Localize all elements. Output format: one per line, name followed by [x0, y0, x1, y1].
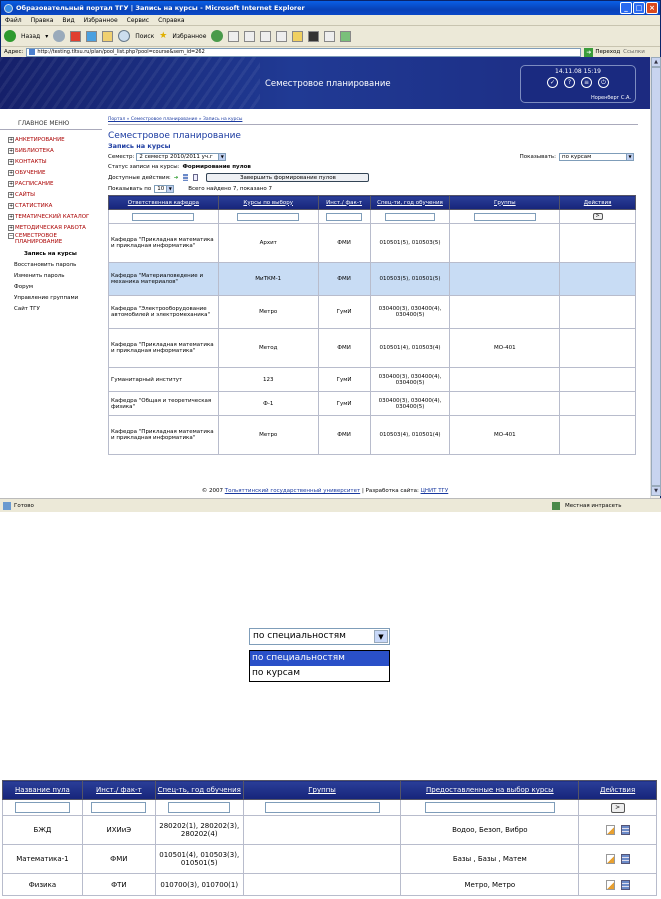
links-label[interactable]: Ссылки	[623, 49, 645, 55]
go-arrow-icon: ➔	[586, 48, 592, 56]
filter-course-input[interactable]	[237, 213, 299, 221]
scroll-down-icon[interactable]: ▼	[651, 486, 661, 496]
table-row[interactable]: Кафедра "Прикладная математика и прикладная информатика" Метод ФМИ 010501(4), 010503(4) МО-401	[109, 329, 636, 368]
intranet-icon	[552, 502, 560, 510]
ie-logo-icon	[4, 4, 13, 13]
menu-tools[interactable]: Сервис	[126, 16, 150, 24]
print-icon[interactable]	[260, 31, 271, 42]
import-icon[interactable]: ➔	[173, 174, 179, 181]
k-icon[interactable]	[308, 31, 319, 42]
sidebar	[0, 117, 102, 315]
back-dropdown-icon[interactable]: ▾	[45, 32, 49, 40]
forward-icon[interactable]	[53, 30, 65, 42]
page-icon	[29, 49, 35, 55]
sidebar-sub-enroll[interactable]: Запись на курсы	[24, 251, 77, 257]
close-icon[interactable]: ×	[646, 2, 658, 14]
col-pool-courses[interactable]: Предоставленные на выбор курсы	[401, 781, 579, 800]
page-footer	[0, 488, 650, 494]
col-actions: Действия	[560, 196, 636, 210]
edit-icon[interactable]	[606, 825, 615, 835]
copyright: © 2007	[201, 488, 223, 494]
perpage-select[interactable]: 10 ▼	[154, 185, 174, 193]
sidebar-item-catalog[interactable]: + ТЕМАТИЧЕСКИЙ КАТАЛОГ	[9, 213, 90, 220]
page-subtitle: Запись на курсы	[108, 142, 171, 150]
search-label[interactable]: Поиск	[135, 32, 155, 40]
university-link[interactable]: Тольяттинский государственный университет	[224, 488, 361, 494]
edit-icon[interactable]	[606, 854, 615, 864]
chevron-down-icon[interactable]: ▼	[374, 630, 388, 643]
sidebar-item-sites[interactable]: + САЙТЫ	[9, 191, 35, 198]
filter-fac-input[interactable]	[326, 213, 362, 221]
finish-pools-button[interactable]: Завершить формирование пулов	[206, 173, 369, 182]
banner-title: Семестровое планирование	[265, 79, 391, 89]
page-status-icon	[3, 502, 11, 510]
filter-pool-courses-input[interactable]	[425, 802, 555, 813]
sidebar-item-contacts[interactable]: + КОНТАКТЫ	[9, 158, 47, 165]
breadcrumb[interactable]: Портал » Семестровое планирование » Запись на курсы	[108, 117, 638, 125]
back-label[interactable]: Назад	[21, 32, 41, 40]
search-icon[interactable]	[118, 30, 130, 42]
table-row[interactable]: Кафедра "Прикладная математика и прикладная информатика" Архит ФМИ 010501(5), 010503(5)	[109, 224, 636, 263]
address-label: Адрес:	[4, 49, 24, 55]
sidebar-header: ГЛАВНОЕ МЕНЮ	[0, 117, 102, 130]
tools-icon[interactable]	[324, 31, 335, 42]
col-pool-actions: Действия	[579, 781, 657, 800]
expand-icon[interactable]: +	[9, 136, 14, 143]
semester-label: Семестр:	[108, 154, 135, 160]
page-title: Семестровое планирование	[108, 131, 241, 141]
menu-edit[interactable]: Правка	[30, 16, 54, 24]
stop-icon[interactable]	[70, 31, 81, 42]
logout-icon[interactable]: ⏻	[598, 77, 609, 88]
menu-help[interactable]: Справка	[158, 16, 185, 24]
link-tgu-site[interactable]: Сайт ТГУ	[14, 306, 40, 312]
edit-icon[interactable]	[276, 31, 287, 42]
option-by-specialty[interactable]: по специальностям	[250, 651, 389, 666]
go-button[interactable]	[584, 48, 620, 57]
toolbar	[1, 26, 660, 47]
filter-groups-input[interactable]	[474, 213, 536, 221]
document-icon[interactable]	[193, 174, 198, 181]
col-groups[interactable]: Группы	[450, 196, 560, 210]
table-row[interactable]: Физика ФТИ 010700(3), 010700(1) Метро, Метро	[3, 874, 657, 896]
user-panel	[520, 65, 636, 103]
vertical-scrollbar[interactable]	[650, 57, 660, 498]
collapse-icon[interactable]: −	[9, 233, 14, 239]
filter-pool-name-input[interactable]	[15, 802, 70, 813]
help-icon[interactable]: ?	[564, 77, 575, 88]
filter-pool-spec-input[interactable]	[168, 802, 230, 813]
sidebar-item-schedule[interactable]: + РАСПИСАНИЕ	[9, 180, 54, 187]
messages-icon[interactable]: ≡	[581, 77, 592, 88]
table-row[interactable]: БЖД ИХИиЭ 280202(1), 280202(3), 280202(4) Водоо, Безоп, Вибро	[3, 816, 657, 845]
expand-icon[interactable]: +	[9, 202, 14, 209]
filter-row	[109, 210, 636, 224]
show-select-zoom[interactable]: по специальностям ▼	[249, 628, 390, 645]
menu-bar	[1, 15, 660, 26]
filter-pool-fac-input[interactable]	[91, 802, 146, 813]
expand-icon[interactable]: +	[9, 147, 14, 154]
go-label: Переход	[595, 49, 621, 55]
expand-icon[interactable]: +	[9, 169, 14, 176]
menu-file[interactable]: Файл	[5, 16, 22, 24]
list-icon[interactable]	[183, 174, 188, 181]
maximize-icon[interactable]: □	[633, 2, 645, 14]
show-options-list	[249, 650, 390, 682]
media-icon[interactable]	[211, 30, 223, 42]
expand-icon[interactable]: +	[9, 180, 14, 187]
favorites-star-icon[interactable]: ★	[159, 31, 168, 41]
site-banner	[0, 57, 650, 109]
col-spec[interactable]: Спец-ти, год обучения	[370, 196, 450, 210]
expand-icon[interactable]: +	[9, 213, 14, 220]
filter-dept-input[interactable]	[132, 213, 194, 221]
link-restore-password[interactable]: Восстановить пароль	[14, 262, 77, 268]
table-row[interactable]: Математика-1 ФМИ 010501(4), 010503(3), 010501(5) Базы , Базы , Матем	[3, 845, 657, 874]
favorites-label[interactable]: Избранное	[172, 32, 207, 40]
back-icon[interactable]	[4, 30, 16, 42]
list-icon[interactable]	[621, 825, 630, 835]
show-dropdown-zoom	[249, 628, 390, 682]
sidebar-item-planning[interactable]: − СЕМЕСТРОВОЕ ПЛАНИРОВАНИЕ	[9, 233, 63, 245]
scroll-up-icon[interactable]: ▲	[651, 57, 661, 67]
sidebar-item-surveys[interactable]: + АНКЕТИРОВАНИЕ	[9, 136, 65, 143]
chevron-down-icon[interactable]: ▼	[218, 154, 225, 160]
table-row[interactable]: Гуманитарный институт 123 ГумИ 030400(3), 030400(4), 030400(5)	[109, 368, 636, 392]
col-course[interactable]: Курсы по выбору	[218, 196, 318, 210]
expand-icon[interactable]: +	[9, 224, 14, 231]
address-input[interactable]	[26, 48, 581, 57]
folder-icon[interactable]	[292, 31, 303, 42]
col-pool-spec[interactable]: Спец-ть, год обучения	[155, 781, 243, 800]
messenger-icon[interactable]	[340, 31, 351, 42]
user-name: Норенберг С.А.	[591, 95, 631, 101]
show-label: Показывать:	[519, 154, 556, 160]
table-row[interactable]: Кафедра "Материаловедение и механика материалов" МиТКМ-1 ФМИ 010503(5), 010501(5)	[109, 263, 636, 296]
pools-table	[2, 780, 657, 896]
mail-icon[interactable]	[244, 31, 255, 42]
show-select[interactable]: по курсам ▼	[559, 153, 634, 161]
history-icon[interactable]	[228, 31, 239, 42]
chevron-down-icon[interactable]: ▼	[626, 154, 633, 160]
chevron-down-icon[interactable]: ▼	[166, 186, 173, 192]
datetime: 14.11.08 15:19	[555, 68, 601, 75]
sidebar-item-education[interactable]: + ОБУЧЕНИЕ	[9, 169, 46, 176]
address-value: http://testing.tltsu.ru/plan/pool_list.php?pool=course&sem_id=262	[37, 49, 205, 55]
table-row[interactable]: Кафедра "Общая и теоретическая физика" Ф-1 ГумИ 030400(3), 030400(4), 030400(5)	[109, 392, 636, 416]
check-icon[interactable]: ✓	[547, 77, 558, 88]
status-text: Готово	[14, 502, 34, 509]
list-icon[interactable]	[621, 854, 630, 864]
dev-label: | Разработка сайта:	[361, 488, 419, 494]
window-title: Образовательный портал ТГУ | Запись на курсы - Microsoft Internet Explorer	[16, 4, 305, 12]
list-icon[interactable]	[621, 880, 630, 890]
col-pool-fac[interactable]: Инст./ фак-т	[82, 781, 155, 800]
link-change-password[interactable]: Изменить пароль	[14, 273, 65, 279]
filter-spec-input[interactable]	[385, 213, 435, 221]
refresh-icon[interactable]	[86, 31, 97, 42]
col-fac[interactable]: Инст./ фак-т	[318, 196, 370, 210]
found-count: Всего найдено 7, показано 7	[188, 186, 273, 192]
expand-icon[interactable]: +	[9, 158, 14, 165]
filter-button[interactable]: >	[593, 213, 603, 220]
sidebar-item-methodical[interactable]: + МЕТОДИЧЕСКАЯ РАБОТА	[9, 224, 86, 231]
filter-pool-groups-input[interactable]	[265, 802, 380, 813]
table-row[interactable]: Кафедра "Электрооборудование автомобилей и электромеханика" Метро ГумИ 030400(3), 030400(4), 030400(5)	[109, 296, 636, 329]
sidebar-item-statistics[interactable]: + СТАТИСТИКА	[9, 202, 53, 209]
home-icon[interactable]	[102, 31, 113, 42]
pool-filter-row	[3, 800, 657, 816]
menu-favorites[interactable]: Избранное	[83, 16, 118, 24]
col-dept[interactable]: Ответственная кафедра	[109, 196, 219, 210]
status-label: Статус записи на курсы:	[108, 164, 180, 170]
status-value: Формирование пулов	[182, 164, 251, 170]
semester-select[interactable]: 2 семестр 2010/2011 уч.г ▼	[136, 153, 226, 161]
link-forum[interactable]: Форум	[14, 284, 33, 290]
link-manage-groups[interactable]: Управление группами	[14, 295, 79, 301]
col-pool-name[interactable]: Название пула	[3, 781, 83, 800]
zone-text: Местная интрасеть	[565, 502, 622, 509]
page-content	[0, 57, 650, 498]
dev-link[interactable]: ЦНИТ ТГУ	[420, 488, 449, 494]
expand-icon[interactable]: +	[9, 191, 14, 198]
minimize-icon[interactable]: _	[620, 2, 632, 14]
table-row[interactable]: Кафедра "Прикладная математика и прикладная информатика" Метро ФМИ 010503(4), 010501(4) МО-401	[109, 416, 636, 455]
title-bar	[1, 1, 660, 15]
sidebar-item-library[interactable]: + БИБЛИОТЕКА	[9, 147, 54, 154]
option-by-course[interactable]: по курсам	[252, 668, 300, 678]
menu-view[interactable]: Вид	[62, 16, 75, 24]
col-pool-groups[interactable]: Группы	[243, 781, 401, 800]
banner-pattern	[0, 57, 260, 109]
pool-filter-button[interactable]: >	[611, 803, 625, 813]
courses-table	[108, 195, 636, 455]
status-bar	[0, 498, 661, 512]
main-area	[108, 117, 638, 455]
actions-label: Доступные действия:	[108, 174, 171, 181]
perpage-label: Показывать по	[108, 186, 152, 192]
edit-icon[interactable]	[606, 880, 615, 890]
scroll-thumb[interactable]	[651, 67, 661, 486]
